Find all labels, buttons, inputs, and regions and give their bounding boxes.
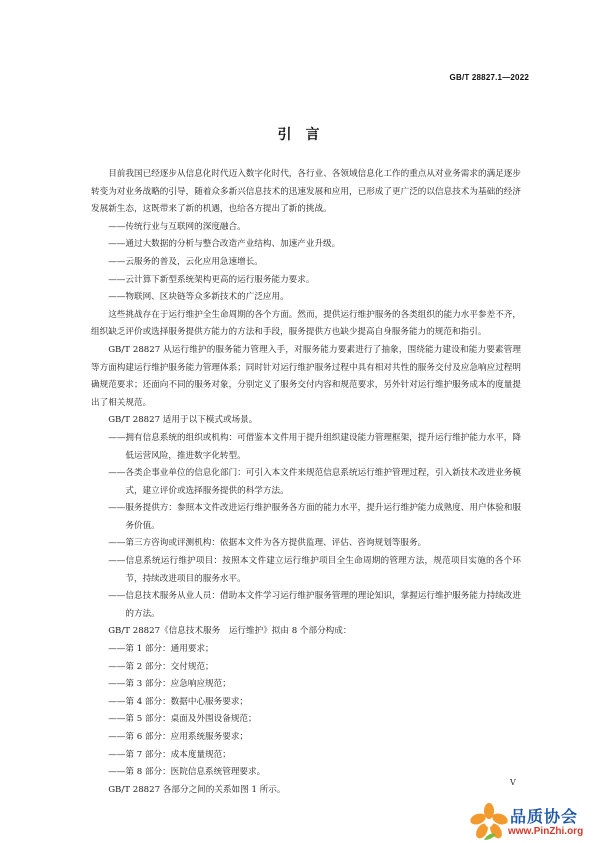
document-body <box>91 166 521 799</box>
watermark-title: 品质协会 <box>510 807 579 826</box>
part-item: ——第 3 部分：应急响应规范； <box>108 679 231 690</box>
challenge-paragraph: 这些挑战存在于运行维护全生命周期的各个方面。然而，提供运行维护服务的各类组织的能力水平参差不齐，组织缺乏评价或选择服务提供方能力的方法和手段，服务提供方也缺少提高自身服务能力的规范和指引。 <box>91 309 521 338</box>
scenario-item: ——第三方咨询或评测机构：依据本文件为各方提供监理、评估、咨询规划等服务。 <box>108 538 427 549</box>
relationship-paragraph: GB/T 28827 各部分之间的关系如图 1 所示。 <box>108 784 286 795</box>
parts-intro-paragraph: GB/T 28827《信息技术服务 运行维护》拟由 8 个部分构成： <box>108 626 352 637</box>
scope-paragraph: GB/T 28827 从运行维护的服务能力管理入手，对服务能力要素进行了抽象，围绕能力建设和能力要素管理等方面构建运行维护服务能力管理体系；同时针对运行维护服务过程中具有相对共性的服务交付及应急响应过程明确规范要求；还面向不同的服务对象，分别定义了服务交付内容和规范要求，另外针对运行维护服务成本的度量提出了相关规范。 <box>91 344 521 408</box>
part-item: ——第 1 部分：通用要求； <box>108 644 214 655</box>
part-item: ——第 2 部分：交付规范； <box>108 661 214 672</box>
part-item: ——第 5 部分：桌面及外围设备规范； <box>108 714 257 725</box>
scenario-item: ——信息系统运行维护项目：按照本文件建立运行维护项目全生命周期的管理方法，规范项目实施的各个环节，持续改进项目的服务水平。 <box>108 556 521 584</box>
scenario-item: ——拥有信息系统的组织或机构：可借鉴本文件用于提升组织建设能力管理框架，提升运行维护能力水平，降低运营风险，推进数字化转型。 <box>108 432 521 461</box>
part-item: ——第 7 部分：成本度量规范； <box>108 749 231 760</box>
part-item: ——第 8 部分：医院信息系统管理要求。 <box>108 767 266 778</box>
trend-item: ——物联网、区块链等众多新技术的广泛应用。 <box>108 292 289 303</box>
part-item: ——第 6 部分：应用系统服务要求； <box>108 732 249 742</box>
page-number: V <box>510 778 516 787</box>
trend-item: ——传统行业与互联网的深度融合。 <box>108 221 246 232</box>
watermark-logo <box>462 800 597 843</box>
applicability-paragraph: GB/T 28827 适用于以下模式或场景。 <box>108 415 258 426</box>
trend-item: ——云服务的普及，云化应用急速增长。 <box>108 256 263 267</box>
trend-item: ——通过大数据的分析与整合改造产业结构、加速产业升级。 <box>108 239 341 250</box>
scenario-item: ——信息技术服务从业人员：借助本文件学习运行维护服务管理的理论知识，掌握运行维护服务能力持续改进的方法。 <box>108 591 521 619</box>
scenario-item: ——服务提供方：参照本文件改进运行维护服务各方面的能力水平，提升运行维护能力成熟度、用户体验和服务价值。 <box>108 503 521 531</box>
intro-paragraph: 目前我国已经逐步从信息化时代迈入数字化时代，各行业、各领域信息化工作的重点从对业务需求的满足逐步转变为对业务战略的引导，随着众多新兴信息技术的迅速发展和应用，已形成了更广泛的以信息技术为基础的经济发展新生态，这既带来了新的机遇，也给各方提出了新的挑战。 <box>91 169 521 215</box>
trend-item: ——云计算下新型系统架构更高的运行服务能力要求。 <box>108 274 315 285</box>
part-item: ——第 4 部分：数据中心服务要求； <box>108 696 249 707</box>
scenario-item: ——各类企事业单位的信息化部门：可引入本文件来规范信息系统运行维护管理过程，引入新技术改进业务模式，建立评价或选择服务提供的科学方法。 <box>108 468 521 496</box>
flower-logo-icon <box>466 802 512 842</box>
page-title: 引 言 <box>277 127 320 143</box>
watermark-url: www.PinZhi.org <box>508 826 584 837</box>
standard-code: GB/T 28827.1—2022 <box>449 73 529 82</box>
